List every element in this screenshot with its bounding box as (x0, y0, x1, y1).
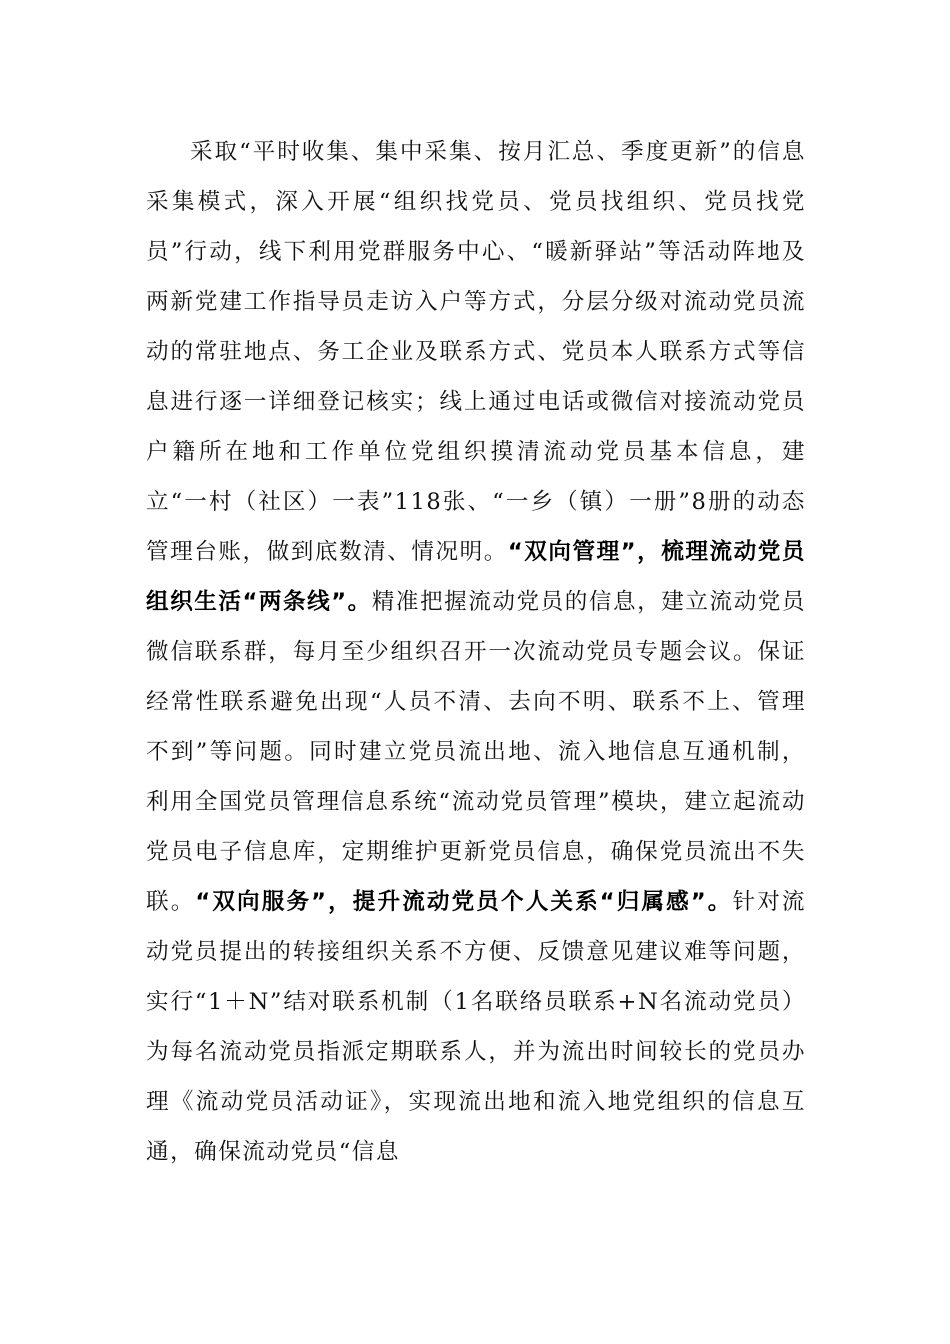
bold-heading-dual-management: “双向管理”，梳理流动党员组织生活“两条线”。 (146, 539, 807, 615)
paragraph-text-intro: 采取“平时收集、集中采集、按月汇总、季度更新”的信息采集模式，深入开展“组织找党员、党员找组织、党员找党员”行动，线下利用党群服务中心、“暖新驿站”等活动阵地及两新党建工作指导员走访入户等方式，分层分级对流动党员流动的常驻地点、务工企业及联系方式、党员本人联系方式等信息进行逐一详细登记核实；线上通过电话或微信对接流动党员户籍所在地和工作单位党组织摸清流动党员基本信息，建立“一村（社区）一表”118张、“一乡（镇）一册”8册的动态管理台账，做到底数清、情况明。 (146, 139, 806, 565)
bold-heading-dual-service: “双向服务”，提升流动党员个人关系“归属感”。 (195, 889, 733, 915)
paragraph-text-management: 精准把握流动党员的信息，建立流动党员微信联系群，每月至少组织召开一次流动党员专题会议。保证经常性联系避免出现“人员不清、去向不明、联系不上、管理不到”等问题。同时建立党员流出地、流入地信息互通机制，利用全国党员管理信息系统“流动党员管理”模块，建立起流动党员电子信息库，定期维护更新党员信息，确保党员流出不失联。 (146, 589, 807, 915)
paragraph-text-service: 针对流动党员提出的转接组织关系不方便、反馈意见建议难等问题，实行“1＋N”结对联系机制（1名联络员联系+N名流动党员）为每名流动党员指派定期联系人，并为流出时间较长的党员办理《流动党员活动证》，实现流出地和流入地党组织的信息互通，确保流动党员“信息 (146, 889, 807, 1165)
body-paragraph (146, 127, 806, 1177)
